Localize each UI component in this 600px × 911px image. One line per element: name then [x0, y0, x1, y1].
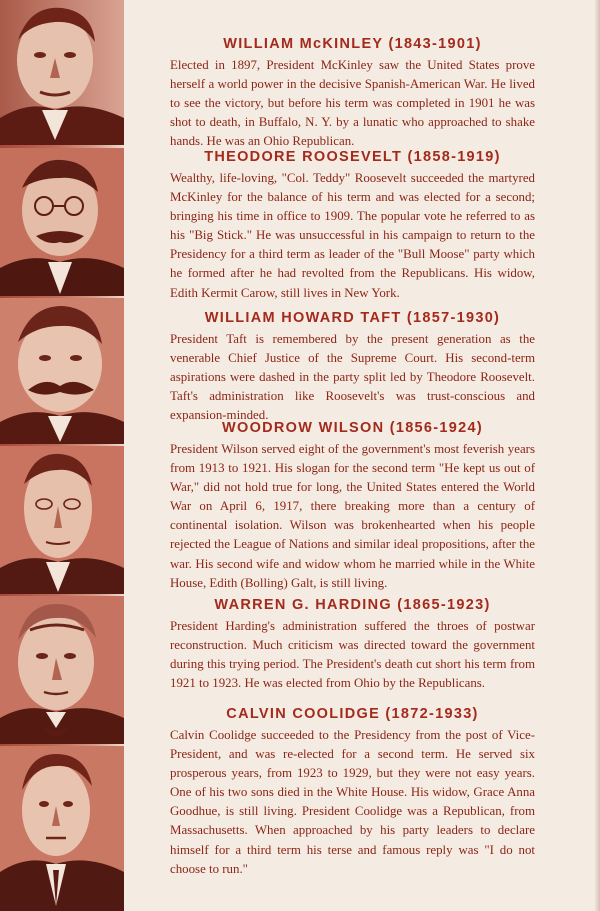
president-bio: President Wilson served eight of the government's most feverish years from 1913 to 1921. His slogan for the second term "He kept us out of War," did not hold true for long, the United States entered the World War on April 6, 1917, there breaking more than a century of continental isolation. Wilson was brokenhearted when his people rejected the League of Nations and similar ideal propositions, after the war. His second wife and widow whom he married while in the White House, Edith (Bolling) Galt, is still living. [170, 442, 535, 590]
president-bio: Calvin Coolidge succeeded to the Presidency from the post of Vice-President, and was re-elected for a second term. He served six prosperous years, from 1923 to 1929, but they were not easy years. One of his two sons died in the White House. His widow, Grace Anna Goodhue, is still living. President Coolidge was a Republican, from Massachusetts. When approached by his party leaders to declare himself for a third term his terse and famous reply was "I do not choose to run." [170, 728, 535, 876]
president-name: WILLIAM HOWARD TAFT (1857-1930) [204, 310, 501, 326]
president-bio: President Taft is remembered by the present generation as the venerable Chief Justice of the Supreme Court. His second-term aspirations were dashed in the party split led by Theodore Roosevelt. Taft's administration like Roosevelt's was trust-conscious and expansion-minded. [170, 332, 535, 423]
bio-harding [170, 597, 535, 693]
portrait-mckinley [0, 0, 124, 145]
bio-coolidge [170, 706, 535, 879]
bio-roosevelt [170, 149, 535, 303]
portrait-wilson [0, 446, 124, 594]
president-name: WOODROW WILSON (1856-1924) [222, 420, 483, 436]
president-name: THEODORE ROOSEVELT (1858-1919) [204, 149, 501, 165]
president-name: WILLIAM McKINLEY (1843-1901) [223, 36, 482, 52]
bio-taft [170, 310, 535, 425]
president-bio: Wealthy, life-loving, "Col. Teddy" Roosevelt succeeded the martyred McKinley for the balance of his term and was elected for a second; bringing his time in office to 1909. The popular vote he referred to as his "Big Stick." He was unsuccessful in his campaign to return to the Presidency for a third term as leader of the "Bull Moose" party which he formed after he had revolted from the Republicans. His widow, Edith Kermit Carow, still lives in New York. [170, 171, 535, 300]
president-bio: Elected in 1897, President McKinley saw the United States prove herself a world power in the decisive Spanish-American War. He lived to see the victory, but before his term was completed in 1901 he was shot to death, in Buffalo, N. Y. by a lunatic who approached to shake hands. He was an Ohio Republican. [170, 58, 535, 149]
bio-wilson [170, 420, 535, 593]
portrait-coolidge [0, 746, 124, 911]
portrait-harding [0, 596, 124, 744]
portrait-roosevelt [0, 148, 124, 296]
president-name: WARREN G. HARDING (1865-1923) [214, 597, 491, 613]
page-edge-shadow [594, 0, 600, 911]
president-name: CALVIN COOLIDGE (1872-1933) [226, 706, 479, 722]
portrait-strip [0, 0, 124, 911]
president-bio: President Harding's administration suffered the throes of postwar reconstruction. Much criticism was directed toward the government during this trying period. The President's death cut short his term from 1921 to 1923. He was elected from Ohio by the Republicans. [170, 619, 535, 691]
bio-mckinley [170, 36, 535, 151]
portrait-taft [0, 298, 124, 444]
